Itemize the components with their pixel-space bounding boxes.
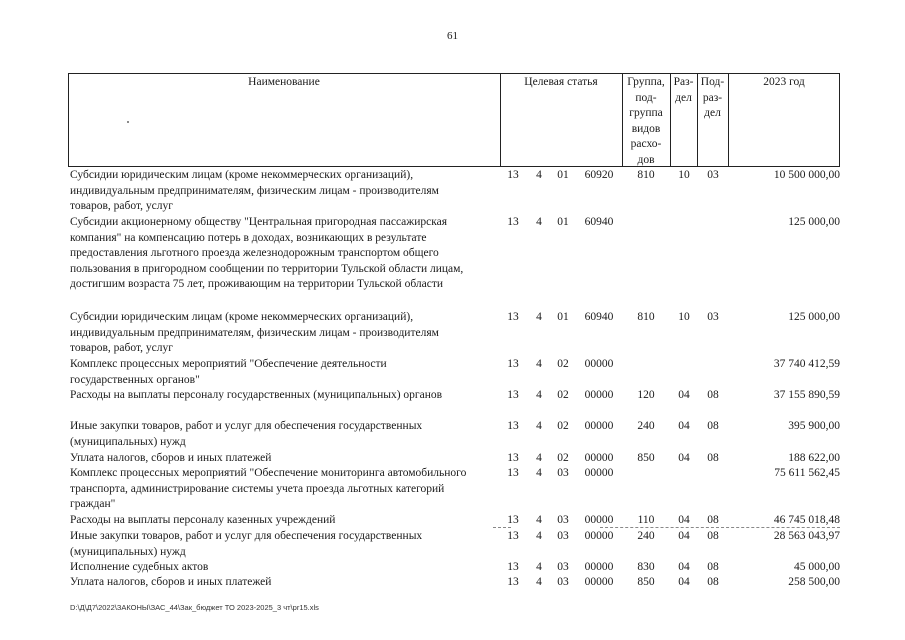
- row-name-line: Иные закупки товаров, работ и услуг для обеспечения государственных: [70, 420, 423, 432]
- row-name-line: достигшим возраста 75 лет, проживающим на территории Тульской области: [70, 278, 444, 290]
- row-name-line: Уплата налогов, сборов и иных платежей: [70, 576, 272, 588]
- row-code-c: 01: [557, 169, 569, 181]
- row-code-c: 03: [557, 576, 569, 588]
- row-code-c: 02: [557, 420, 569, 432]
- row-code-d: 00000: [584, 530, 614, 542]
- row-code-section: 04: [678, 389, 690, 401]
- row-name: [70, 451, 502, 467]
- row-amount: 395 900,00: [788, 420, 840, 432]
- row-name-line: Субсидии юридическим лицам (кроме некоммерческих организаций),: [70, 169, 414, 181]
- row-amount: 37 155 890,59: [773, 389, 840, 401]
- dash-underline: [600, 527, 840, 528]
- row-code-group: 850: [637, 452, 655, 464]
- row-name-line: товаров, работ, услуг: [70, 200, 173, 212]
- row-name-line: индивидуальным предпринимателям, физическим лицам - производителям: [70, 184, 439, 197]
- header-subsection-line: Под-: [700, 76, 725, 88]
- header-group-line: расхо-: [630, 138, 662, 151]
- row-name-line: Исполнение судебных актов: [70, 561, 209, 573]
- row-name-line: Уплата налогов, сборов и иных платежей: [70, 452, 272, 464]
- row-code-c: 02: [557, 358, 569, 370]
- row-code-section: 10: [678, 169, 690, 181]
- header-section-line: Раз-: [673, 76, 694, 88]
- header-group: [622, 75, 670, 169]
- row-name-line: предоставления льготного проезда железнодорожным транспортом общего: [70, 247, 439, 259]
- header-name: Наименование: [248, 76, 320, 88]
- row-name-line: индивидуальным предпринимателям, физическим лицам - производителям: [70, 326, 439, 339]
- row-code-d: 60940: [584, 311, 614, 323]
- row-code-a: 13: [507, 452, 519, 464]
- row-code-a: 13: [507, 561, 519, 573]
- row-code-group: 110: [637, 514, 655, 526]
- row-code-subsection: 08: [707, 514, 719, 526]
- row-code-a: 13: [507, 169, 519, 181]
- speck-mark: [127, 121, 129, 123]
- row-code-group: 850: [637, 576, 655, 588]
- row-code-section: 10: [678, 311, 690, 323]
- row-amount: 46 745 018,48: [773, 514, 840, 526]
- row-name: [70, 560, 502, 576]
- header-group-line: дов: [637, 153, 655, 166]
- row-code-c: 03: [557, 561, 569, 573]
- row-code-group: 810: [637, 311, 655, 323]
- row-code-b: 4: [536, 576, 542, 588]
- row-code-subsection: 08: [707, 561, 719, 573]
- row-name-line: Иные закупки товаров, работ и услуг для обеспечения государственных: [70, 530, 423, 542]
- row-code-d: 00000: [584, 452, 614, 464]
- row-name-line: Расходы на выплаты персоналу государственных (муниципальных) органов: [70, 389, 443, 401]
- row-code-section: 04: [678, 452, 690, 464]
- row-code-b: 4: [536, 561, 542, 573]
- row-code-c: 01: [557, 311, 569, 323]
- row-code-d: 00000: [584, 576, 614, 588]
- row-code-section: 04: [678, 576, 690, 588]
- row-name: [70, 419, 502, 450]
- row-code-d: 00000: [584, 514, 614, 526]
- row-name-line: товаров, работ, услуг: [70, 342, 173, 354]
- row-name-line: (муниципальных) нужд: [70, 545, 186, 558]
- row-code-group: 240: [637, 530, 655, 542]
- row-code-b: 4: [536, 514, 542, 526]
- row-code-c: 03: [557, 514, 569, 526]
- row-name: [70, 388, 502, 404]
- row-code-subsection: 08: [707, 452, 719, 464]
- file-path-footer: D:\Д\Д7\2022\ЗАКОНЫ\ЗАС_44\Зак_бюджет ТО 2023-2025_3 чт\pr15.xls: [70, 603, 319, 612]
- row-code-d: 60920: [584, 169, 614, 181]
- row-name-line: Комплекс процессных мероприятий "Обеспечение мониторинга автомобильного: [70, 467, 467, 479]
- row-code-subsection: 08: [707, 389, 719, 401]
- row-code-b: 4: [536, 467, 542, 479]
- row-code-a: 13: [507, 358, 519, 370]
- row-code-group: 810: [637, 169, 655, 181]
- row-code-a: 13: [507, 311, 519, 323]
- row-code-b: 4: [536, 452, 542, 464]
- row-code-subsection: 03: [707, 311, 719, 323]
- header-section-line: дел: [675, 91, 692, 104]
- row-amount: 28 563 043,97: [773, 530, 840, 542]
- header-subsection: [697, 75, 728, 122]
- row-amount: 10 500 000,00: [773, 169, 840, 181]
- row-amount: 45 000,00: [794, 561, 840, 573]
- row-name: [70, 215, 502, 293]
- row-name: [70, 310, 502, 357]
- row-code-a: 13: [507, 576, 519, 588]
- row-amount: 37 740 412,59: [773, 358, 840, 370]
- header-group-line: Группа,: [627, 76, 665, 88]
- row-code-group: 120: [637, 389, 655, 401]
- row-name: [70, 575, 502, 591]
- header-section: [670, 75, 697, 106]
- header-group-line: группа: [629, 107, 663, 120]
- header-subsection-line: раз-: [702, 91, 723, 104]
- header-group-line: под-: [635, 91, 657, 104]
- row-code-d: 00000: [584, 358, 614, 370]
- header-group-line: видов: [631, 122, 661, 135]
- row-code-b: 4: [536, 389, 542, 401]
- row-code-c: 01: [557, 216, 569, 228]
- row-amount: 188 622,00: [788, 452, 840, 464]
- row-code-d: 60940: [584, 216, 614, 228]
- row-name-line: транспорта, администрирование системы учета проезда льготных категорий: [70, 482, 445, 495]
- row-name: [70, 357, 502, 388]
- row-name-line: (муниципальных) нужд: [70, 435, 186, 448]
- row-amount: 258 500,00: [788, 576, 840, 588]
- row-name: [70, 513, 502, 529]
- row-code-c: 02: [557, 389, 569, 401]
- row-name-line: Комплекс процессных мероприятий "Обеспечение деятельности: [70, 358, 387, 370]
- row-name-line: Субсидии юридическим лицам (кроме некоммерческих организаций),: [70, 311, 414, 323]
- row-code-group: 240: [637, 420, 655, 432]
- row-code-a: 13: [507, 514, 519, 526]
- dash-underline: [493, 527, 511, 528]
- row-code-b: 4: [536, 358, 542, 370]
- row-amount: 75 611 562,45: [774, 467, 840, 479]
- row-code-a: 13: [507, 389, 519, 401]
- row-code-a: 13: [507, 467, 519, 479]
- row-code-b: 4: [536, 169, 542, 181]
- header-subsection-line: дел: [704, 107, 721, 120]
- row-code-subsection: 03: [707, 169, 719, 181]
- row-code-a: 13: [507, 420, 519, 432]
- row-amount: 125 000,00: [788, 311, 840, 323]
- row-code-b: 4: [536, 530, 542, 542]
- row-name: [70, 529, 502, 560]
- row-code-section: 04: [678, 530, 690, 542]
- page-number: 61: [447, 30, 458, 42]
- row-amount: 125 000,00: [788, 216, 840, 228]
- row-code-b: 4: [536, 311, 542, 323]
- row-code-a: 13: [507, 530, 519, 542]
- row-code-d: 00000: [584, 561, 614, 573]
- row-name: [70, 466, 502, 513]
- header-year: 2023 год: [763, 76, 805, 88]
- row-name: [70, 168, 502, 215]
- row-name-line: Субсидии акционерному обществу "Центральная пригородная пассажирская: [70, 216, 448, 228]
- row-code-section: 04: [678, 420, 690, 432]
- row-code-a: 13: [507, 216, 519, 228]
- row-code-section: 04: [678, 514, 690, 526]
- row-name-line: Расходы на выплаты персоналу казенных учреждений: [70, 514, 336, 526]
- header-target: Целевая статья: [524, 76, 598, 88]
- row-code-d: 00000: [584, 420, 614, 432]
- row-name-line: компания" на компенсацию потерь в доходах, возникающих в результате: [70, 231, 427, 244]
- row-name-line: государственных органов": [70, 373, 200, 386]
- row-code-subsection: 08: [707, 420, 719, 432]
- row-code-subsection: 08: [707, 530, 719, 542]
- row-code-c: 03: [557, 467, 569, 479]
- row-code-c: 03: [557, 530, 569, 542]
- row-code-section: 04: [678, 561, 690, 573]
- row-code-d: 00000: [584, 389, 614, 401]
- row-name-line: пользования в пригородном сообщении по территории Тульской области лицам,: [70, 262, 464, 275]
- row-name-line: граждан": [70, 498, 116, 510]
- row-code-b: 4: [536, 420, 542, 432]
- row-code-group: 830: [637, 561, 655, 573]
- row-code-subsection: 08: [707, 576, 719, 588]
- row-code-b: 4: [536, 216, 542, 228]
- row-code-c: 02: [557, 452, 569, 464]
- row-code-d: 00000: [584, 467, 614, 479]
